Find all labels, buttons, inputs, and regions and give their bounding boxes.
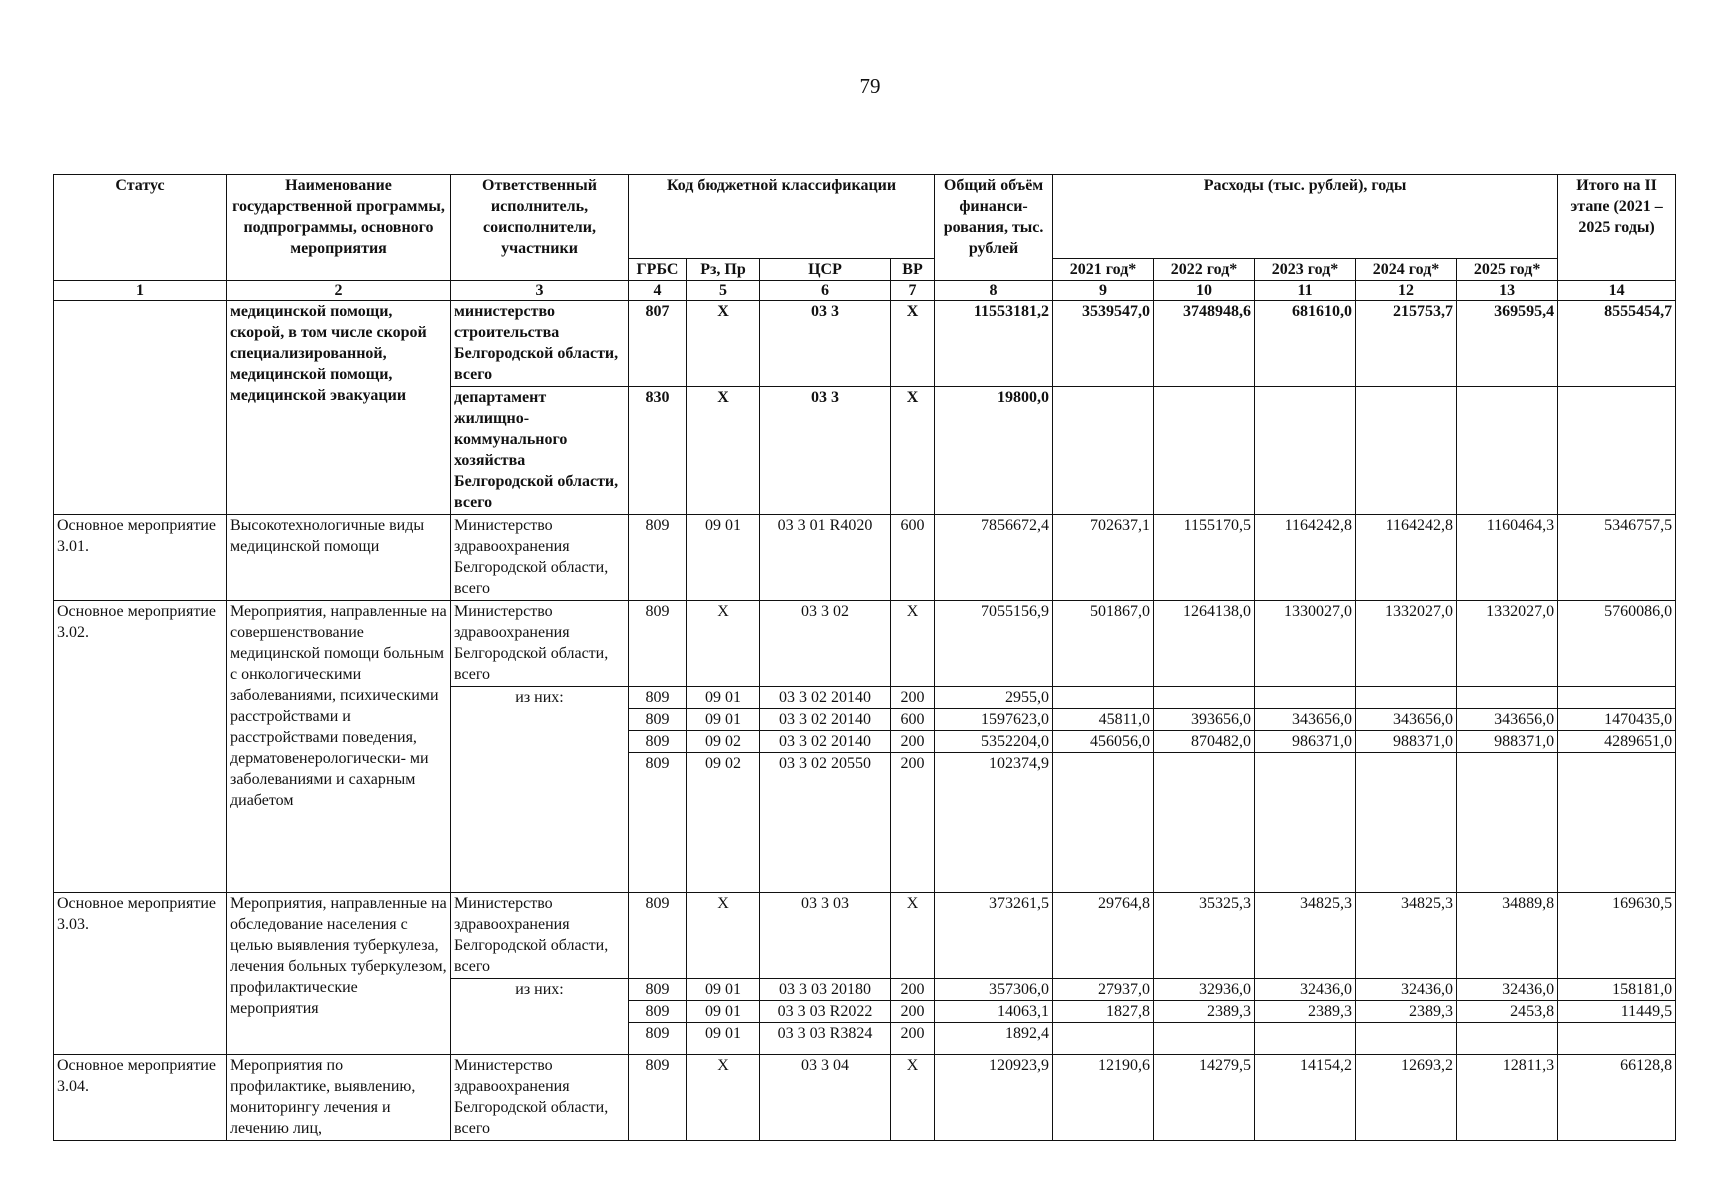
csr-cell: 03 3: [760, 301, 891, 387]
total-cell: 14063,1: [935, 1001, 1053, 1023]
header-year-2025: 2025 год*: [1457, 259, 1558, 281]
status-cell: Основное мероприятие 3.03.: [54, 893, 227, 1055]
csr-cell: 03 3 02 20140: [760, 687, 891, 709]
status-cell: Основное мероприятие 3.01.: [54, 515, 227, 601]
year-2025-cell: 1332027,0: [1457, 601, 1558, 687]
total-cell: 2955,0: [935, 687, 1053, 709]
csr-cell: 03 3 04: [760, 1055, 891, 1141]
year-2022-cell: [1154, 687, 1255, 709]
year-2021-cell: 501867,0: [1053, 601, 1154, 687]
year-2022-cell: 32936,0: [1154, 979, 1255, 1001]
total-cell: 5352204,0: [935, 731, 1053, 753]
header-vr: ВР: [891, 259, 935, 281]
responsible-cell: Министерство здравоохранения Белгородской области, всего: [451, 893, 629, 979]
col-number: 12: [1356, 281, 1457, 301]
itogo-cell: [1558, 1023, 1676, 1055]
budget-table: [53, 174, 1676, 1141]
year-2023-cell: 14154,2: [1255, 1055, 1356, 1141]
year-2022-cell: 35325,3: [1154, 893, 1255, 979]
vr-cell: Х: [891, 387, 935, 515]
grbs-cell: 809: [629, 709, 687, 731]
itogo-cell: 4289651,0: [1558, 731, 1676, 753]
header-itogo: Итого на II этапе (2021 – 2025 годы): [1558, 175, 1676, 281]
status-cell: [54, 301, 227, 515]
col-number: 13: [1457, 281, 1558, 301]
csr-cell: 03 3 02 20140: [760, 709, 891, 731]
year-2022-cell: [1154, 387, 1255, 515]
col-number: 10: [1154, 281, 1255, 301]
itogo-cell: 5346757,5: [1558, 515, 1676, 601]
col-number: 8: [935, 281, 1053, 301]
page-number: 79: [859, 74, 881, 98]
vr-cell: Х: [891, 301, 935, 387]
year-2022-cell: 1264138,0: [1154, 601, 1255, 687]
total-cell: 1892,4: [935, 1023, 1053, 1055]
vr-cell: 200: [891, 1023, 935, 1055]
total-cell: 1597623,0: [935, 709, 1053, 731]
status-cell: Основное мероприятие 3.02.: [54, 601, 227, 893]
year-2023-cell: 1330027,0: [1255, 601, 1356, 687]
csr-cell: 03 3 02 20550: [760, 753, 891, 893]
name-cell: медицинской помощи, скорой, в том числе скорой специализированной, медицинской помощи, медицинской эвакуации: [227, 301, 451, 515]
year-2021-cell: 27937,0: [1053, 979, 1154, 1001]
year-2021-cell: [1053, 687, 1154, 709]
year-2023-cell: [1255, 753, 1356, 893]
responsible-cell: Министерство здравоохранения Белгородской области, всего: [451, 1055, 629, 1141]
itogo-cell: 169630,5: [1558, 893, 1676, 979]
col-number: 5: [687, 281, 760, 301]
year-2023-cell: 681610,0: [1255, 301, 1356, 387]
rzpr-cell: 09 01: [687, 1023, 760, 1055]
itogo-cell: 11449,5: [1558, 1001, 1676, 1023]
year-2023-cell: 986371,0: [1255, 731, 1356, 753]
total-cell: 19800,0: [935, 387, 1053, 515]
header-responsible: Ответственный исполнитель, соисполнители, участники: [451, 175, 629, 281]
year-2021-cell: 12190,6: [1053, 1055, 1154, 1141]
year-2024-cell: [1356, 1023, 1457, 1055]
rzpr-cell: Х: [687, 1055, 760, 1141]
year-2024-cell: [1356, 687, 1457, 709]
grbs-cell: 809: [629, 753, 687, 893]
header-year-2022: 2022 год*: [1154, 259, 1255, 281]
year-2021-cell: [1053, 753, 1154, 893]
year-2022-cell: 2389,3: [1154, 1001, 1255, 1023]
col-number: 4: [629, 281, 687, 301]
table-row: [54, 893, 1676, 979]
responsible-cell: Министерство здравоохранения Белгородской области, всего: [451, 601, 629, 687]
rzpr-cell: 09 01: [687, 709, 760, 731]
year-2022-cell: 393656,0: [1154, 709, 1255, 731]
itogo-cell: 66128,8: [1558, 1055, 1676, 1141]
column-numbers-row: [54, 281, 1676, 301]
year-2024-cell: [1356, 753, 1457, 893]
vr-cell: 200: [891, 753, 935, 893]
year-2024-cell: 2389,3: [1356, 1001, 1457, 1023]
rzpr-cell: 09 01: [687, 979, 760, 1001]
header-csr: ЦСР: [760, 259, 891, 281]
rzpr-cell: 09 02: [687, 753, 760, 893]
year-2021-cell: 29764,8: [1053, 893, 1154, 979]
name-cell: Высокотехнологичные виды медицинской помощи: [227, 515, 451, 601]
grbs-cell: 809: [629, 601, 687, 687]
year-2025-cell: 369595,4: [1457, 301, 1558, 387]
year-2025-cell: [1457, 753, 1558, 893]
total-cell: 357306,0: [935, 979, 1053, 1001]
year-2023-cell: 343656,0: [1255, 709, 1356, 731]
total-cell: 7856672,4: [935, 515, 1053, 601]
year-2021-cell: [1053, 387, 1154, 515]
year-2025-cell: 32436,0: [1457, 979, 1558, 1001]
rzpr-cell: Х: [687, 893, 760, 979]
responsible-cell: департамент жилищно-коммунального хозяйства Белгородской области, всего: [451, 387, 629, 515]
csr-cell: 03 3 03: [760, 893, 891, 979]
itogo-cell: 5760086,0: [1558, 601, 1676, 687]
year-2025-cell: 12811,3: [1457, 1055, 1558, 1141]
header-status: Статус: [54, 175, 227, 281]
itogo-cell: 1470435,0: [1558, 709, 1676, 731]
itogo-cell: [1558, 753, 1676, 893]
year-2023-cell: [1255, 1023, 1356, 1055]
vr-cell: Х: [891, 1055, 935, 1141]
year-2023-cell: 34825,3: [1255, 893, 1356, 979]
itogo-cell: [1558, 687, 1676, 709]
year-2024-cell: 1164242,8: [1356, 515, 1457, 601]
rzpr-cell: 09 02: [687, 731, 760, 753]
vr-cell: Х: [891, 893, 935, 979]
year-2024-cell: 12693,2: [1356, 1055, 1457, 1141]
col-number: 11: [1255, 281, 1356, 301]
year-2024-cell: [1356, 387, 1457, 515]
vr-cell: 200: [891, 979, 935, 1001]
header-budget-code: Код бюджетной классификации: [629, 175, 935, 259]
itogo-cell: 8555454,7: [1558, 301, 1676, 387]
grbs-cell: 809: [629, 1055, 687, 1141]
vr-cell: 600: [891, 709, 935, 731]
header-grbs: ГРБС: [629, 259, 687, 281]
year-2023-cell: 1164242,8: [1255, 515, 1356, 601]
rzpr-cell: Х: [687, 601, 760, 687]
col-number: 3: [451, 281, 629, 301]
vr-cell: Х: [891, 601, 935, 687]
csr-cell: 03 3 01 R4020: [760, 515, 891, 601]
name-cell: Мероприятия по профилактике, выявлению, мониторингу лечения и лечению лиц,: [227, 1055, 451, 1141]
grbs-cell: 807: [629, 301, 687, 387]
grbs-cell: 809: [629, 1001, 687, 1023]
header-name: Наименование государственной программы, подпрограммы, основного мероприятия: [227, 175, 451, 281]
table-row: [54, 601, 1676, 687]
year-2023-cell: [1255, 687, 1356, 709]
table-row: [54, 1055, 1676, 1141]
rzpr-cell: 09 01: [687, 1001, 760, 1023]
name-cell: Мероприятия, направленные на совершенствование медицинской помощи больным с онкологическими заболеваниями, психическими расстройствами и расстройствами поведения, дерматовенерологически- ми заболеваниями и сахарным диабетом: [227, 601, 451, 893]
grbs-cell: 809: [629, 893, 687, 979]
header-rzpr: Рз, Пр: [687, 259, 760, 281]
col-number: 9: [1053, 281, 1154, 301]
year-2025-cell: [1457, 387, 1558, 515]
year-2022-cell: 1155170,5: [1154, 515, 1255, 601]
year-2021-cell: 3539547,0: [1053, 301, 1154, 387]
iz-nih-cell: из них:: [451, 979, 629, 1055]
rzpr-cell: Х: [687, 387, 760, 515]
year-2025-cell: 988371,0: [1457, 731, 1558, 753]
header-year-2024: 2024 год*: [1356, 259, 1457, 281]
col-number: 2: [227, 281, 451, 301]
header-year-2023: 2023 год*: [1255, 259, 1356, 281]
year-2025-cell: [1457, 1023, 1558, 1055]
year-2022-cell: 870482,0: [1154, 731, 1255, 753]
responsible-cell: министерство строительства Белгородской области, всего: [451, 301, 629, 387]
grbs-cell: 830: [629, 387, 687, 515]
year-2025-cell: 34889,8: [1457, 893, 1558, 979]
grbs-cell: 809: [629, 1023, 687, 1055]
total-cell: 373261,5: [935, 893, 1053, 979]
grbs-cell: 809: [629, 687, 687, 709]
year-2024-cell: 988371,0: [1356, 731, 1457, 753]
year-2021-cell: 45811,0: [1053, 709, 1154, 731]
vr-cell: 600: [891, 515, 935, 601]
total-cell: 7055156,9: [935, 601, 1053, 687]
year-2024-cell: 32436,0: [1356, 979, 1457, 1001]
rzpr-cell: 09 01: [687, 687, 760, 709]
year-2023-cell: [1255, 387, 1356, 515]
grbs-cell: 809: [629, 515, 687, 601]
rzpr-cell: Х: [687, 301, 760, 387]
year-2024-cell: 343656,0: [1356, 709, 1457, 731]
year-2024-cell: 215753,7: [1356, 301, 1457, 387]
itogo-cell: 158181,0: [1558, 979, 1676, 1001]
year-2022-cell: 3748948,6: [1154, 301, 1255, 387]
csr-cell: 03 3 03 R3824: [760, 1023, 891, 1055]
csr-cell: 03 3 03 R2022: [760, 1001, 891, 1023]
year-2023-cell: 2389,3: [1255, 1001, 1356, 1023]
rzpr-cell: 09 01: [687, 515, 760, 601]
name-cell: Мероприятия, направленные на обследование населения с целью выявления туберкулеза, лечения больных туберкулезом, профилактические мероприятия: [227, 893, 451, 1055]
year-2022-cell: [1154, 1023, 1255, 1055]
year-2022-cell: [1154, 753, 1255, 893]
table-row: [54, 515, 1676, 601]
year-2021-cell: 702637,1: [1053, 515, 1154, 601]
status-cell: Основное мероприятие 3.04.: [54, 1055, 227, 1141]
year-2023-cell: 32436,0: [1255, 979, 1356, 1001]
header-year-2021: 2021 год*: [1053, 259, 1154, 281]
col-number: 14: [1558, 281, 1676, 301]
grbs-cell: 809: [629, 731, 687, 753]
year-2021-cell: 1827,8: [1053, 1001, 1154, 1023]
year-2025-cell: [1457, 687, 1558, 709]
csr-cell: 03 3 02: [760, 601, 891, 687]
table-row: [54, 301, 1676, 387]
total-cell: 102374,9: [935, 753, 1053, 893]
year-2025-cell: 2453,8: [1457, 1001, 1558, 1023]
year-2024-cell: 34825,3: [1356, 893, 1457, 979]
grbs-cell: 809: [629, 979, 687, 1001]
col-number: 7: [891, 281, 935, 301]
table-header: [54, 175, 1676, 281]
col-number: 6: [760, 281, 891, 301]
csr-cell: 03 3: [760, 387, 891, 515]
vr-cell: 200: [891, 687, 935, 709]
year-2021-cell: 456056,0: [1053, 731, 1154, 753]
year-2025-cell: 1160464,3: [1457, 515, 1558, 601]
total-cell: 120923,9: [935, 1055, 1053, 1141]
year-2021-cell: [1053, 1023, 1154, 1055]
col-number: 1: [54, 281, 227, 301]
responsible-cell: Министерство здравоохранения Белгородской области, всего: [451, 515, 629, 601]
vr-cell: 200: [891, 731, 935, 753]
year-2022-cell: 14279,5: [1154, 1055, 1255, 1141]
header-total: Общий объём финанси- рования, тыс. рублей: [935, 175, 1053, 281]
year-2025-cell: 343656,0: [1457, 709, 1558, 731]
csr-cell: 03 3 03 20180: [760, 979, 891, 1001]
vr-cell: 200: [891, 1001, 935, 1023]
total-cell: 11553181,2: [935, 301, 1053, 387]
csr-cell: 03 3 02 20140: [760, 731, 891, 753]
year-2024-cell: 1332027,0: [1356, 601, 1457, 687]
header-expenses: Расходы (тыс. рублей), годы: [1053, 175, 1558, 259]
itogo-cell: [1558, 387, 1676, 515]
iz-nih-cell: из них:: [451, 687, 629, 893]
